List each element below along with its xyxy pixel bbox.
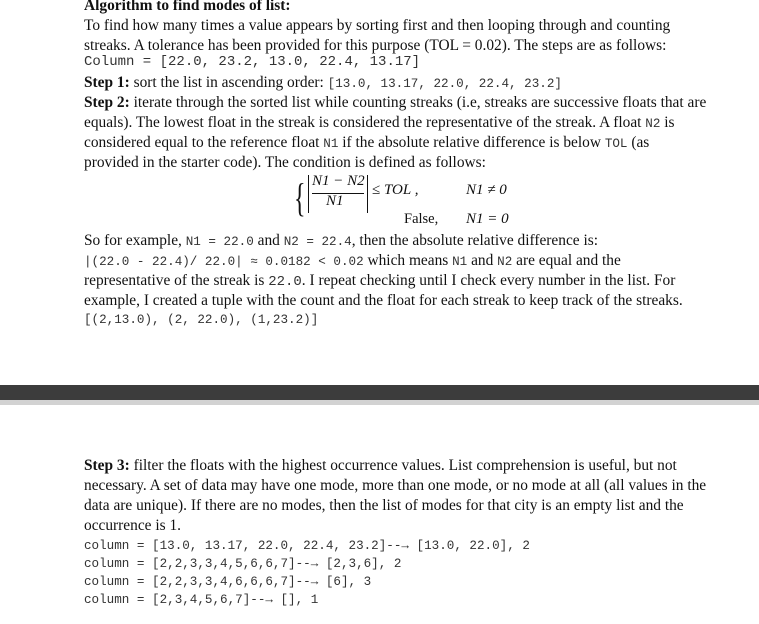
divider-dark bbox=[0, 385, 759, 400]
step3-line-4: occurrence is 1. bbox=[84, 517, 181, 534]
step2-label: Step 2: bbox=[84, 94, 130, 111]
step2-code-tol: TOL bbox=[604, 137, 628, 151]
step2-line-2 bbox=[84, 113, 675, 134]
example-text-3b: . I repeat checking until I check every number in the list. For bbox=[301, 272, 676, 289]
step3-line-2: necessary. A set of data may have one mode, more than one mode, or no mode at all (all values in the bbox=[84, 477, 707, 494]
example-text-1b: and bbox=[253, 232, 284, 249]
step2-text-1: iterate through the sorted list while counting streaks (i.e, streaks are successive floats that are bbox=[129, 94, 707, 111]
example-code-calc: |(22.0 - 22.4)/ 22.0| ≈ 0.0182 < 0.02 bbox=[84, 255, 364, 269]
example-code-n2b: N2 bbox=[497, 255, 513, 269]
mode-example-2: column = [2,2,3,3,4,5,6,6,7]--→ [2,3,6], 2 bbox=[84, 557, 402, 571]
step2-line-1 bbox=[84, 93, 706, 113]
step2-text-3b: if the absolute relative difference is below bbox=[338, 134, 605, 151]
step3-label: Step 3: bbox=[84, 457, 130, 474]
mode-example-4: column = [2,3,4,5,6,7]--→ [], 1 bbox=[84, 593, 319, 607]
step3-line-3: data are unique). If there are no modes, then the list of modes for that city is an empty list and the bbox=[84, 497, 684, 514]
step2-text-3a: considered equal to the reference float bbox=[84, 134, 324, 151]
example-code-n1: N1 = 22.0 bbox=[185, 235, 254, 249]
column-example: Column = [22.0, 23.2, 13.0, 22.4, 13.17] bbox=[84, 54, 421, 70]
example-text-2a: which means bbox=[363, 252, 453, 269]
formula-brace: { bbox=[294, 175, 306, 220]
step2-text-2-end: is bbox=[660, 114, 675, 131]
example-line-4: example, I created a tuple with the count and the float for each streak to keep track of the streaks. bbox=[84, 292, 683, 309]
tuple-line: [(2,13.0), (2, 22.0), (1,23.2)] bbox=[84, 313, 319, 327]
condition-formula bbox=[294, 173, 534, 233]
step2-line-4: provided in the starter code). The condition is defined as follows: bbox=[84, 154, 486, 171]
formula-le-tol: ≤ TOL , bbox=[372, 182, 419, 198]
step3-section bbox=[84, 456, 749, 624]
step2-text-2: equals). The lowest float in the streak is considered the representative of the streak. A float bbox=[84, 114, 646, 131]
section-title: Algorithm to find modes of list: bbox=[84, 0, 291, 14]
intro-line-2: streaks. A tolerance has been provided for this purpose (TOL = 0.02). The steps are as follows: bbox=[84, 37, 667, 54]
example-text-1c: , then the absolute relative difference is: bbox=[351, 232, 599, 249]
step2-text-3c: (as bbox=[627, 134, 650, 151]
step1-text: sort the list in ascending order: bbox=[129, 74, 328, 91]
step3-line-1 bbox=[84, 456, 677, 476]
formula-false: False, bbox=[404, 211, 439, 227]
mode-example-1: column = [13.0, 13.17, 22.0, 22.4, 23.2]--→ [13.0, 22.0], 2 bbox=[84, 539, 530, 553]
example-text-2b: and bbox=[467, 252, 498, 269]
formula-condition-2: N1 = 0 bbox=[466, 211, 509, 227]
step1-line bbox=[84, 73, 562, 94]
example-code-rep: 22.0 bbox=[268, 274, 302, 290]
formula-condition-1: N1 ≠ 0 bbox=[466, 182, 507, 198]
example-line-1 bbox=[84, 231, 598, 252]
example-text-3a: representative of the streak is bbox=[84, 272, 269, 289]
example-line-3 bbox=[84, 271, 675, 292]
step2-code-n1: N1 bbox=[323, 137, 339, 151]
example-text-2c: are equal and the bbox=[512, 252, 621, 269]
step3-text-1: filter the floats with the highest occurrence values. List comprehension is useful, but not bbox=[129, 457, 677, 474]
formula-numerator: N1 − N2 bbox=[312, 173, 365, 189]
divider-light bbox=[0, 400, 759, 405]
step2-code-n2: N2 bbox=[645, 117, 661, 131]
step1-label: Step 1: bbox=[84, 74, 130, 91]
step1-code: [13.0, 13.17, 22.0, 22.4, 23.2] bbox=[327, 77, 562, 91]
formula-denominator: N1 bbox=[326, 193, 344, 209]
example-code-n1b: N1 bbox=[452, 255, 468, 269]
example-code-n2: N2 = 22.4 bbox=[283, 235, 352, 249]
step2-line-3 bbox=[84, 133, 649, 154]
example-line-2 bbox=[84, 251, 621, 272]
algorithm-section bbox=[84, 0, 749, 385]
intro-line-1: To find how many times a value appears by sorting first and then looping through and counting bbox=[84, 17, 671, 34]
mode-example-3: column = [2,2,3,3,4,6,6,6,7]--→ [6], 3 bbox=[84, 575, 372, 589]
example-text-1a: So for example, bbox=[84, 232, 186, 249]
